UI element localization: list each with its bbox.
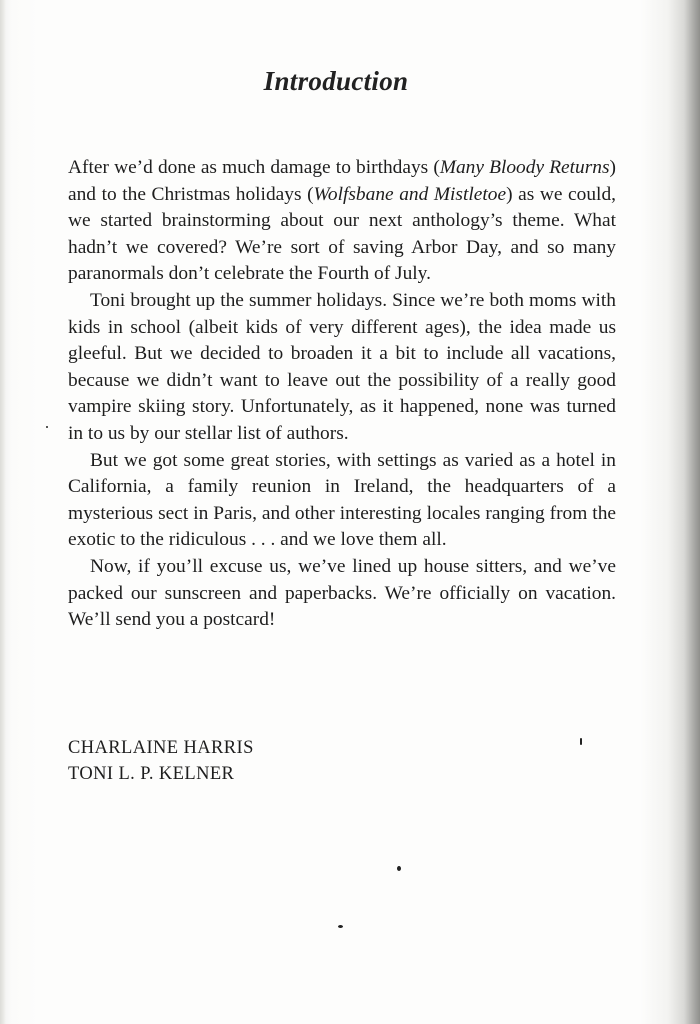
author-name-2: TONI L. P. KELNER: [68, 764, 235, 784]
book-title-wolfsbane-and-mistletoe: Wolfsbane and Mistletoe: [313, 183, 507, 205]
paragraph-4: [68, 554, 616, 634]
print-speck: [397, 866, 401, 871]
paragraph-3-text: But we got some great stories, with settings as varied as a hotel in California, a family reunion in Ireland, the headquarters of a mysterious sect in Paris, and other interesting locales ranging from the exotic to the ridiculous . . . and we love them all.: [68, 449, 616, 551]
introduction-body: [68, 155, 616, 634]
paragraph-1-text-1: After we’d done as much damage to birthdays (: [68, 157, 440, 178]
print-speck: [580, 738, 582, 745]
author-name-1: CHARLAINE HARRIS: [68, 738, 254, 758]
paragraph-4-text: Now, if you’ll excuse us, we’ve lined up house sitters, and we’ve packed our sunscreen and paperbacks. We’re officially on vacation. We’ll send you a postcard!: [68, 555, 616, 631]
page-gutter-shadow: [0, 0, 6, 1024]
print-speck: [46, 426, 48, 428]
print-speck: [338, 925, 343, 928]
book-title-many-bloody-returns: Many Bloody Returns: [439, 157, 610, 178]
page-title: Introduction: [263, 66, 409, 97]
paragraph-1-text-2: ) and to the Christmas holidays (: [68, 157, 616, 205]
paragraph-2-text: Toni brought up the summer holidays. Since we’re both moms with kids in school (albeit kids of very different ages), the idea made us gleeful. But we decided to broaden it a bit to include all vacations, because we didn’t want to leave out the possibility of a really good vampire skiing story. Unfortunately, as it happened, none was turned in to us by our stellar list of authors.: [68, 289, 616, 444]
author-signatures: [68, 735, 254, 787]
paragraph-2: [68, 288, 616, 448]
paragraph-3: [68, 448, 616, 554]
paragraph-1: [68, 155, 616, 288]
paragraph-1-text-3: ) as we could, we started brainstorming about our next anthology’s theme. What hadn’t we covered? We’re sort of saving Arbor Day, and so many paranormals don’t celebrate the Fourth of July.: [68, 183, 616, 285]
